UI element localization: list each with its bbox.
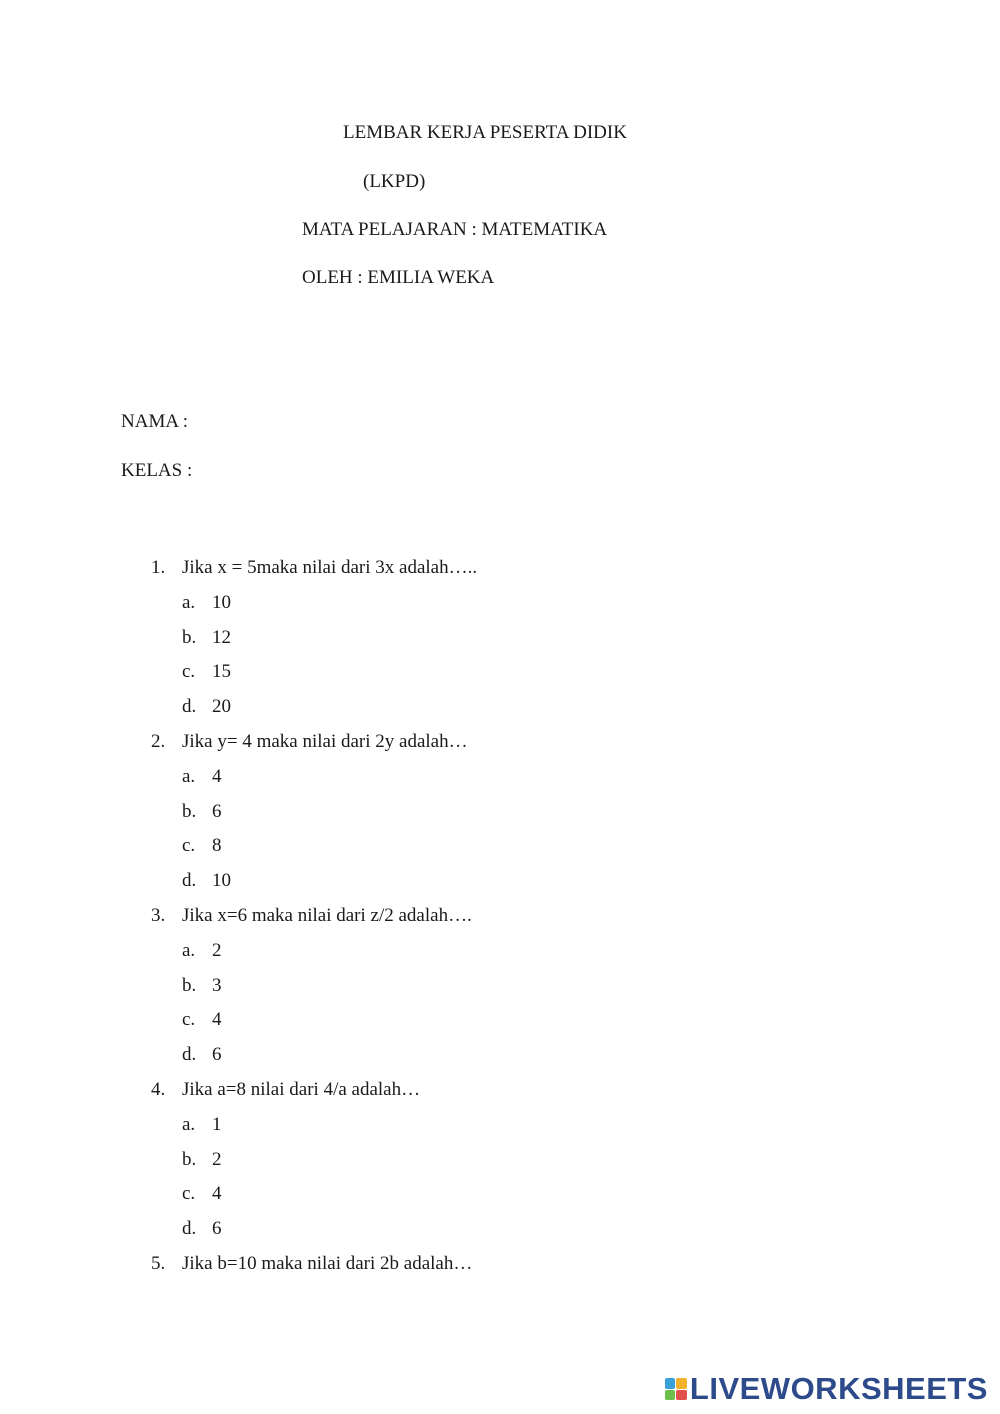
question-number: 1. (151, 557, 166, 578)
question-number: 2. (151, 731, 166, 752)
answer-option[interactable] (0, 626, 1000, 650)
option-letter: a. (182, 1114, 196, 1135)
question-number: 5. (151, 1253, 166, 1274)
option-letter: c. (182, 1183, 196, 1204)
option-value: 1 (212, 1114, 222, 1135)
question-text: Jika x = 5maka nilai dari 3x adalah….. (182, 557, 478, 578)
answer-option[interactable] (0, 1182, 1000, 1206)
answer-option[interactable] (0, 1113, 1000, 1137)
option-value: 3 (212, 975, 222, 996)
answer-option[interactable] (0, 591, 1000, 615)
worksheet-title: LEMBAR KERJA PESERTA DIDIK (343, 122, 627, 143)
subject-line: MATA PELAJARAN : MATEMATIKA (302, 219, 608, 240)
option-value: 20 (212, 696, 231, 717)
watermark-text: LIVEWORKSHEETS (689, 1371, 988, 1406)
answer-option[interactable] (0, 1008, 1000, 1032)
author-line: OLEH : EMILIA WEKA (302, 267, 495, 288)
option-letter: a. (182, 940, 196, 961)
question-text: Jika y= 4 maka nilai dari 2y adalah… (182, 731, 468, 752)
liveworksheets-logo-icon (665, 1378, 687, 1400)
question-number: 4. (151, 1079, 166, 1100)
option-letter: b. (182, 627, 197, 648)
liveworksheets-watermark (665, 1372, 988, 1406)
option-letter: a. (182, 766, 196, 787)
option-letter: d. (182, 1044, 197, 1065)
option-letter: c. (182, 661, 196, 682)
option-letter: a. (182, 592, 196, 613)
option-value: 6 (212, 1218, 222, 1239)
answer-option[interactable] (0, 1217, 1000, 1241)
option-value: 6 (212, 801, 222, 822)
option-value: 15 (212, 661, 231, 682)
answer-option[interactable] (0, 939, 1000, 963)
option-value: 2 (212, 940, 222, 961)
option-value: 10 (212, 592, 231, 613)
option-letter: d. (182, 870, 197, 891)
option-letter: c. (182, 1009, 196, 1030)
question-text: Jika x=6 maka nilai dari z/2 adalah…. (182, 905, 472, 926)
option-value: 4 (212, 1009, 222, 1030)
answer-option[interactable] (0, 869, 1000, 893)
question-number: 3. (151, 905, 166, 926)
question-item (0, 1078, 1000, 1102)
question-item (0, 904, 1000, 928)
answer-option[interactable] (0, 660, 1000, 684)
option-letter: d. (182, 696, 197, 717)
answer-option[interactable] (0, 834, 1000, 858)
question-item (0, 730, 1000, 754)
name-field-label: NAMA : (121, 411, 189, 432)
question-item (0, 1252, 1000, 1276)
answer-option[interactable] (0, 765, 1000, 789)
answer-option[interactable] (0, 800, 1000, 824)
option-value: 2 (212, 1149, 222, 1170)
question-text: Jika b=10 maka nilai dari 2b adalah… (182, 1253, 473, 1274)
option-value: 10 (212, 870, 231, 891)
option-letter: b. (182, 801, 197, 822)
answer-option[interactable] (0, 1043, 1000, 1067)
question-item (0, 556, 1000, 580)
option-value: 8 (212, 835, 222, 856)
answer-option[interactable] (0, 695, 1000, 719)
option-value: 4 (212, 766, 222, 787)
answer-option[interactable] (0, 974, 1000, 998)
option-value: 4 (212, 1183, 222, 1204)
option-letter: d. (182, 1218, 197, 1239)
option-value: 12 (212, 627, 231, 648)
option-letter: c. (182, 835, 196, 856)
question-text: Jika a=8 nilai dari 4/a adalah… (182, 1079, 421, 1100)
worksheet-subtitle: (LKPD) (363, 171, 426, 192)
option-letter: b. (182, 975, 197, 996)
answer-option[interactable] (0, 1148, 1000, 1172)
option-letter: b. (182, 1149, 197, 1170)
option-value: 6 (212, 1044, 222, 1065)
class-field-label: KELAS : (121, 460, 193, 481)
